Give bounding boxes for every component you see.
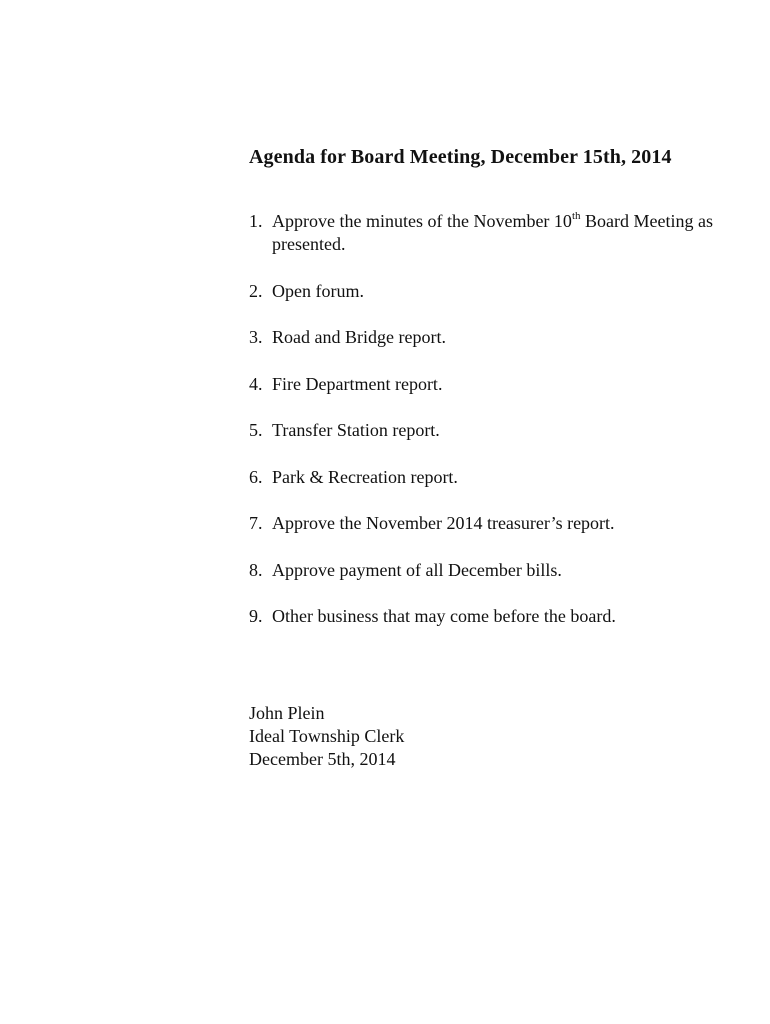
agenda-item-4 <box>249 373 719 396</box>
agenda-item-text: Other business that may come before the board. <box>272 606 616 626</box>
ordinal-suffix: th <box>571 210 581 222</box>
agenda-item-text: Transfer Station report. <box>272 420 440 440</box>
agenda-item-number: 5. <box>249 420 263 440</box>
agenda-item-text: Approve payment of all December bills. <box>272 559 562 580</box>
agenda-item-3 <box>249 326 719 349</box>
agenda-list <box>249 210 719 652</box>
agenda-item-number: 9. <box>249 606 263 626</box>
agenda-item-number: 2. <box>249 280 263 301</box>
agenda-item-number: 8. <box>249 559 263 580</box>
agenda-item-7 <box>249 512 719 535</box>
signature-date: December 5th, 2014 <box>249 749 396 769</box>
agenda-item-number: 1. <box>249 211 263 231</box>
agenda-item-2 <box>249 280 719 303</box>
agenda-item-6 <box>249 466 719 489</box>
agenda-item-text: Park & Recreation report. <box>272 466 458 487</box>
signature-name: John Plein <box>249 703 325 723</box>
agenda-item-text-part: Board Meeting as presented. <box>272 211 713 254</box>
agenda-item-number: 6. <box>249 466 263 487</box>
signature-role: Ideal Township Clerk <box>249 726 405 746</box>
agenda-item-text: Fire Department report. <box>272 373 443 394</box>
agenda-item-text <box>272 210 719 256</box>
agenda-item-text: Road and Bridge report. <box>272 327 446 347</box>
agenda-title: Agenda for Board Meeting, December 15th, 2014 <box>249 146 672 168</box>
signature-block <box>249 702 404 771</box>
agenda-item-number: 3. <box>249 327 263 347</box>
agenda-item-9 <box>249 605 719 628</box>
agenda-item-5 <box>249 419 719 442</box>
agenda-item-text: Approve the November 2014 treasurer’s report. <box>272 513 615 533</box>
agenda-item-1 <box>249 210 719 256</box>
agenda-item-8 <box>249 559 719 582</box>
agenda-item-number: 4. <box>249 373 263 394</box>
agenda-item-text-part: Approve the minutes of the November 10 <box>272 211 572 231</box>
agenda-item-text: Open forum. <box>272 280 364 301</box>
agenda-item-number: 7. <box>249 513 263 533</box>
